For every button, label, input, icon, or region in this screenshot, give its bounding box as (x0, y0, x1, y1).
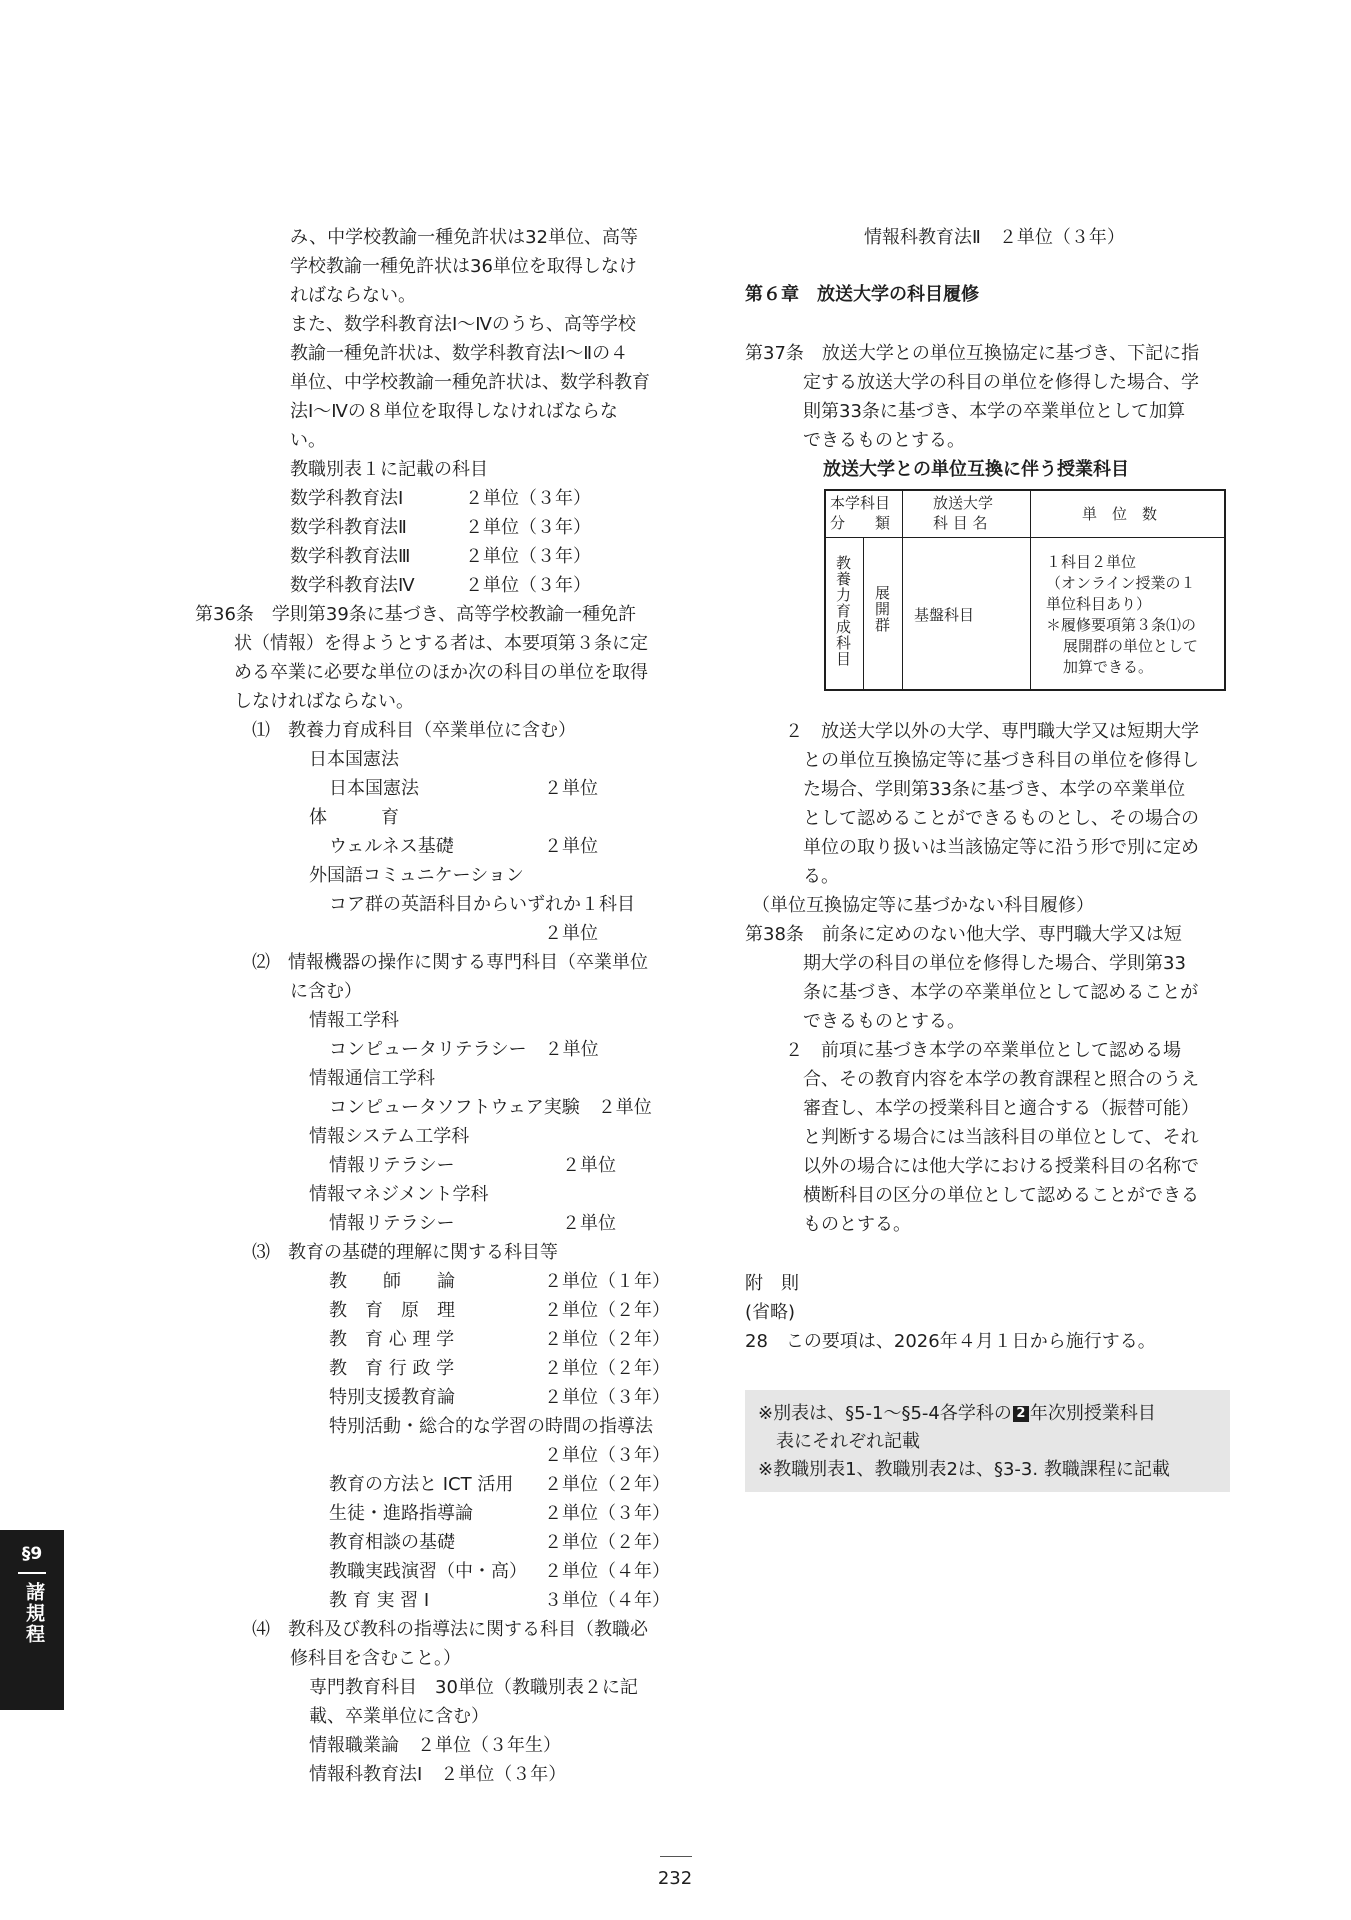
section-number: §9 (21, 1544, 43, 1564)
course-name: コンピュータソフトウェア実験 ２単位 (329, 1097, 652, 1118)
note-line (758, 1402, 1156, 1426)
course-name: 数学科教育法Ⅱ (290, 517, 407, 538)
course-units: ２単位（３年） (465, 488, 591, 509)
course-name: 数学科教育法Ⅲ (290, 546, 411, 567)
text-line: 状（情報）を得ようとする者は、本要項第３条に定 (234, 633, 648, 654)
course-units: ２単位（２年） (544, 1329, 670, 1350)
note-text: ※別表は、§5-1～§5-4各学科の (758, 1403, 1012, 1424)
text-line: 定する放送大学の科目の単位を修得した場合、学 (803, 372, 1199, 393)
table-header-units: 単 位 数 (1082, 505, 1158, 523)
text-line: 則第33条に基づき、本学の卒業単位として加算 (803, 401, 1186, 422)
course-group: 体 育 (309, 807, 399, 828)
text-line: また、数学科教育法Ⅰ～Ⅳのうち、高等学校 (290, 314, 636, 335)
table-cell-units: 単位科目あり） (1046, 595, 1152, 613)
course-name: ウェルネス基礎 (329, 836, 454, 857)
section-side-tab (0, 1530, 64, 1710)
course-name: コンピュータリテラシー ２単位 (329, 1039, 599, 1060)
course-name: コア群の英語科目からいずれか１科目 (329, 894, 635, 915)
course-group: 情報通信工学科 (309, 1068, 435, 1089)
table-border-bottom (824, 689, 1226, 691)
text-line: と判断する場合には当該科目の単位として、それ (803, 1127, 1199, 1148)
course-units: ２単位（１年） (544, 1271, 670, 1292)
text-line: 単位、中学校教諭一種免許状は、数学科教育 (290, 372, 650, 393)
table-header-course: 放送大学 (933, 494, 994, 512)
course-name: 教 師 論 (329, 1271, 455, 1292)
page-number: 232 (657, 1868, 693, 1889)
table-col-rule (863, 537, 864, 690)
text-line: 以外の場合には他大学における授業科目の名称で (803, 1156, 1199, 1177)
course-units: ２単位（２年） (544, 1532, 670, 1553)
text-line: に含む） (290, 981, 362, 1002)
course-name: 数学科教育法Ⅰ (290, 488, 404, 509)
text-line: 条に基づき、本学の卒業単位として認めることが (803, 982, 1199, 1003)
chapter-heading: 第６章 放送大学の科目履修 (745, 284, 979, 305)
course-units: ２単位（２年） (544, 1300, 670, 1321)
item-3-heading: ⑶ 教育の基礎的理解に関する科目等 (252, 1242, 558, 1263)
table-cell-course: 基盤科目 (914, 606, 975, 624)
table-header-course: 科 目 名 (933, 514, 988, 532)
text-line: み、中学校教諭一種免許状は32単位、高等 (290, 227, 638, 248)
text-line: できるものとする。 (803, 430, 965, 451)
course-units: ２単位（３年） (544, 1387, 670, 1408)
course-name: 特別支援教育論 (329, 1387, 455, 1408)
course-group: 外国語コミュニケーション (309, 865, 524, 886)
course-units: ２単位 (544, 923, 598, 944)
course-units: ２単位（２年） (544, 1474, 670, 1495)
text-line: できるものとする。 (803, 1011, 965, 1032)
course-name: 情報リテラシー (329, 1213, 455, 1234)
course-group: 情報システム工学科 (309, 1126, 470, 1147)
course-name: 教育の方法と ICT 活用 (329, 1474, 514, 1495)
paragraph-2: ２ 放送大学以外の大学、専門職大学又は短期大学 (785, 721, 1199, 742)
table-cell-group: 展開群 (873, 585, 891, 633)
section-label: 諸規程 (23, 1582, 45, 1645)
table-cell-units: １科目２単位 (1046, 553, 1137, 571)
course-units: ２単位（３年） (544, 1503, 670, 1524)
table-cell-units: （オンライン授業の１ (1046, 574, 1196, 592)
text-line: 教諭一種免許状は、数学科教育法Ⅰ～Ⅱの４ (290, 343, 629, 364)
text-line: 載、卒業単位に含む） (309, 1706, 489, 1727)
text-line: ものとする。 (803, 1214, 911, 1235)
page-number-rule (660, 1856, 692, 1857)
course-group: 情報工学科 (309, 1010, 399, 1031)
table-cell-units: ＊履修要項第３条⑴の (1046, 616, 1197, 634)
text-line: 単位の取り扱いは当該協定等に沿う形で別に定め (803, 837, 1199, 858)
text-line: 審査し、本学の授業科目と適合する（振替可能） (803, 1098, 1199, 1119)
text-line: 情報科教育法Ⅰ ２単位（３年） (309, 1764, 567, 1785)
text-line: める卒業に必要な単位のほか次の科目の単位を取得 (234, 662, 648, 683)
course-group: 日本国憲法 (309, 749, 399, 770)
text-line: しなければならない。 (234, 691, 414, 712)
table-header-rule (824, 537, 1226, 538)
supplementary-heading: 附 則 (745, 1273, 799, 1294)
course-name: 生徒・進路指導論 (329, 1503, 473, 1524)
course-name: 情報リテラシー (329, 1155, 455, 1176)
course-units: ２単位（４年） (544, 1561, 670, 1582)
table-cell-units: 加算できる。 (1063, 658, 1154, 676)
text-line: ２ 前項に基づき本学の卒業単位として認める場 (785, 1040, 1181, 1061)
course-name: 教職実践演習（中・高） (329, 1561, 527, 1582)
table-col-rule (902, 489, 903, 690)
text-line: る。 (803, 866, 839, 887)
course-group: 情報マネジメント学科 (309, 1184, 489, 1205)
course-units: ３単位（４年） (544, 1590, 670, 1611)
text-line: 情報職業論 ２単位（３年生） (309, 1735, 561, 1756)
text-line: 横断科目の区分の単位として認めることができる (803, 1185, 1199, 1206)
year-badge: 2 (1013, 1406, 1029, 1422)
course-name: 教 育 心 理 学 (329, 1329, 455, 1350)
table-cell-units: 展開群の単位として (1063, 637, 1199, 655)
table-header-category: 分 類 (830, 514, 891, 532)
text-line: た場合、学則第33条に基づき、本学の卒業単位 (803, 779, 1186, 800)
course-units: ２単位（３年） (465, 575, 591, 596)
course-units: ２単位（３年） (465, 517, 591, 538)
text-line: として認めることができるものとし、その場合の (803, 808, 1199, 829)
table-border-top (824, 489, 1226, 491)
subheading: （単位互換協定等に基づかない科目履修） (752, 895, 1094, 916)
article-38-heading: 第38条 前条に定めのない他大学、専門職大学又は短 (745, 924, 1182, 945)
text-line: (省略) (745, 1302, 796, 1323)
text-line: 情報科教育法Ⅱ ２単位（３年） (864, 227, 1125, 248)
article-37-heading: 第37条 放送大学との単位互換協定に基づき、下記に指 (745, 343, 1200, 364)
course-units: ２単位（２年） (544, 1358, 670, 1379)
table-col-rule (1030, 489, 1031, 690)
text-line: 法Ⅰ～Ⅳの８単位を取得しなければならな (290, 401, 618, 422)
table-cell-category: 教養力育成科目 (834, 555, 852, 667)
text-line: 教職別表１に記載の科目 (290, 459, 488, 480)
text-line: ればならない。 (290, 285, 416, 306)
course-units: ２単位 (562, 1213, 616, 1234)
item-4-heading: ⑷ 教科及び教科の指導法に関する科目（教職必 (252, 1619, 648, 1640)
text-line: 28 この要項は、2026年４月１日から施行する。 (745, 1331, 1156, 1352)
article-36-heading: 第36条 学則第39条に基づき、高等学校教諭一種免許 (195, 604, 637, 625)
text-line: 合、その教育内容を本学の教育課程と照合のうえ (803, 1069, 1199, 1090)
course-units: ２単位（３年） (544, 1445, 670, 1466)
table-title: 放送大学との単位互換に伴う授業科目 (823, 459, 1129, 480)
table-border-right (1224, 489, 1226, 691)
course-units: ２単位（３年） (465, 546, 591, 567)
course-name: 教 育 原 理 (329, 1300, 455, 1321)
note-line: ※教職別表1、教職別表2は、§3-3. 教職課程に記載 (758, 1459, 1170, 1480)
course-units: ２単位 (544, 836, 598, 857)
course-name: 教育相談の基礎 (329, 1532, 455, 1553)
table-border-left (824, 489, 826, 691)
note-text: 年次別授業科目 (1029, 1403, 1156, 1424)
item-2-heading: ⑵ 情報機器の操作に関する専門科目（卒業単位 (252, 952, 648, 973)
course-name: 教 育 実 習 Ⅰ (329, 1590, 430, 1611)
text-line: い。 (290, 430, 326, 451)
course-name: 教 育 行 政 学 (329, 1358, 455, 1379)
note-box (745, 1390, 1230, 1492)
course-name: 日本国憲法 (329, 778, 419, 799)
table-header-category: 本学科目 (830, 494, 891, 512)
note-line: 表にそれぞれ記載 (776, 1431, 920, 1452)
text-line: 学校教諭一種免許状は36単位を取得しなけ (290, 256, 637, 277)
course-units: ２単位 (544, 778, 598, 799)
tab-divider (18, 1572, 46, 1574)
text-line: との単位互換協定等に基づき科目の単位を修得し (803, 750, 1199, 771)
course-name: 特別活動・総合的な学習の時間の指導法 (329, 1416, 653, 1437)
course-units: ２単位 (562, 1155, 616, 1176)
text-line: 専門教育科目 30単位（教職別表２に記 (309, 1677, 638, 1698)
item-1-heading: ⑴ 教養力育成科目（卒業単位に含む） (252, 720, 576, 741)
text-line: 修科目を含むこと。） (290, 1648, 461, 1669)
text-line: 期大学の科目の単位を修得した場合、学則第33 (803, 953, 1186, 974)
course-name: 数学科教育法Ⅳ (290, 575, 415, 596)
